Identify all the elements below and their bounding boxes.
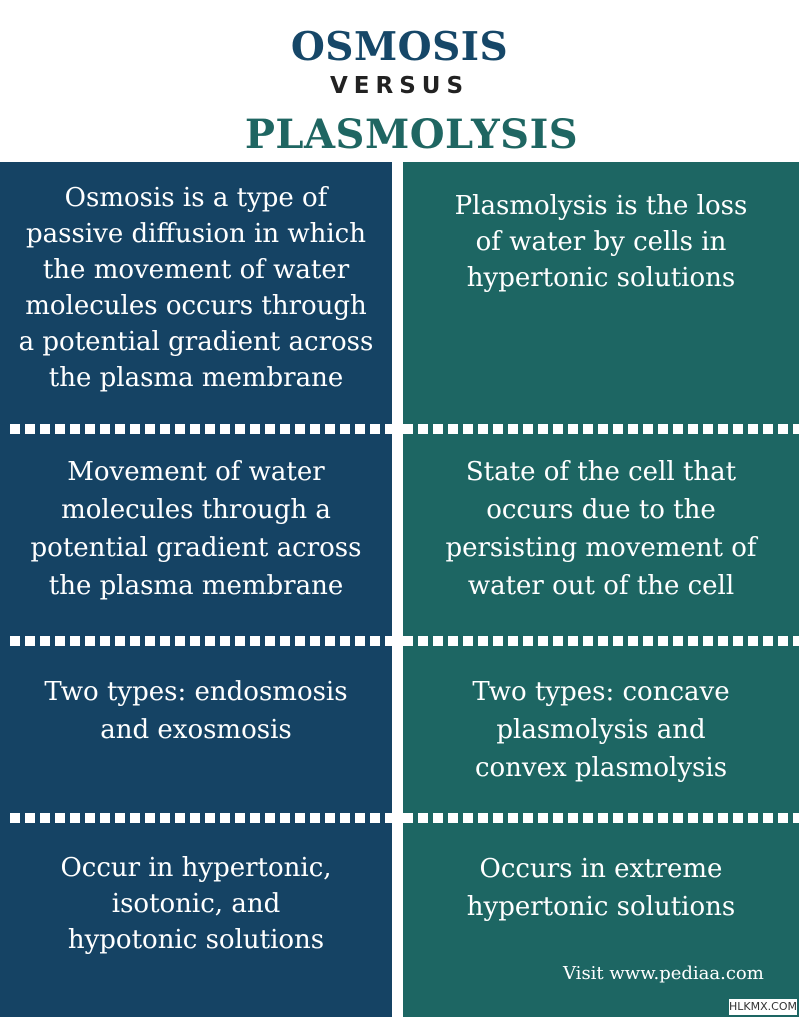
plasmolysis-definition: Plasmolysis is the loss of water by cells in hypertonic solutions <box>454 191 748 293</box>
osmosis-process: Movement of water molecules through a potential gradient across the plasma membrane <box>30 457 362 601</box>
source-credit: Visit www.pediaa.com <box>563 963 764 984</box>
title-plasmolysis: PLASMOLYSIS <box>244 111 579 158</box>
plasmolysis-process: State of the cell that occurs due to the persisting movement of water out of the cell <box>445 457 757 601</box>
osmosis-occurrence: Occur in hypertonic, isotonic, and hypotonic solutions <box>60 853 332 955</box>
osmosis-definition: Osmosis is a type of passive diffusion in which the movement of water molecules occurs through a potential gradient across the plasma membrane <box>18 183 374 393</box>
title-osmosis: OSMOSIS <box>290 24 509 70</box>
row-divider-right-3 <box>403 813 799 823</box>
row-divider-right-2 <box>403 636 799 646</box>
row-divider-left-3 <box>10 813 392 823</box>
plasmolysis-occurrence: Occurs in extreme hypertonic solutions <box>466 854 736 922</box>
osmosis-types: Two types: endosmosis and exosmosis <box>44 677 348 745</box>
title-versus: VERSUS <box>329 73 470 99</box>
row-divider-left-1 <box>10 424 392 434</box>
row-divider-right-1 <box>403 424 799 434</box>
row-divider-left-2 <box>10 636 392 646</box>
watermark: HLKMX.COM <box>729 1000 797 1013</box>
plasmolysis-types: Two types: concave plasmolysis and convex plasmolysis <box>472 677 730 783</box>
